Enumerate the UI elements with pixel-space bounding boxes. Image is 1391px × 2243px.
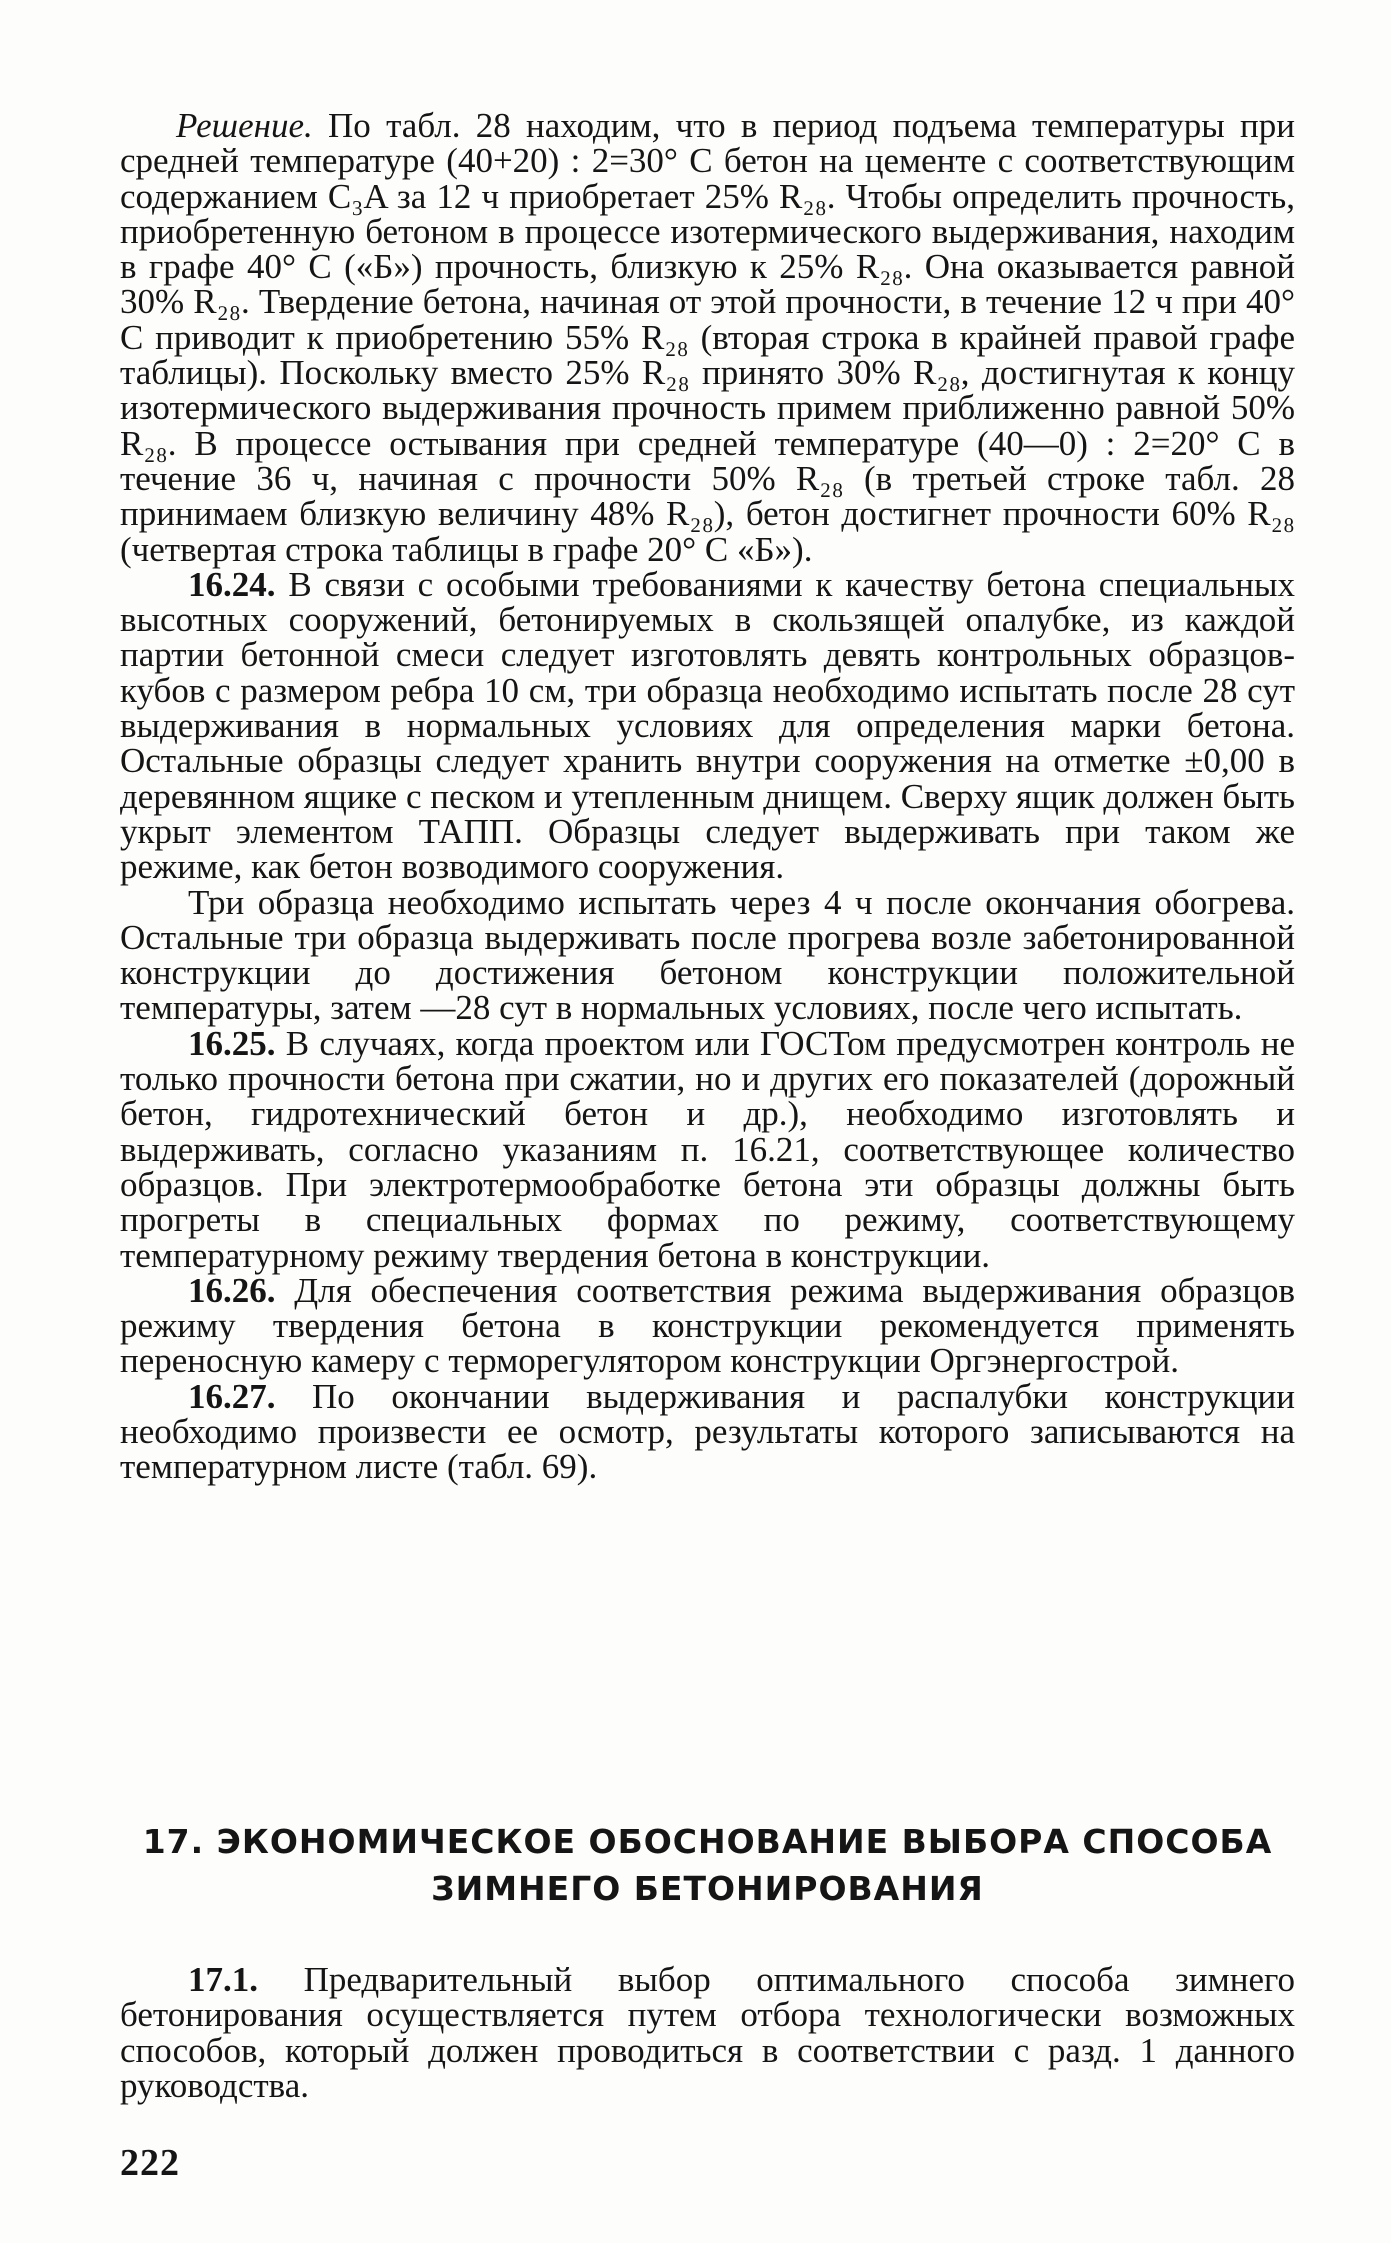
clause-text-16-24: В связи с особыми требованиями к качеству бетона специальных высотных сооружений, бетонируемых в скользящей опалубке, из каждой партии бетонной смеси следует изготовлять девять контрольных образцов-кубов с размером ребра 10 см, три образца необходимо испытать после 28 сут выдерживания в нормальных условиях для определения марки бетона. Остальные образцы следует хранить внутри сооружения на отметке ±0,00 в деревянном ящике с песком и утепленным днищем. Сверху ящик должен быть укрыт элементом ТАПП. Образцы следует выдерживать при таком же режиме, как бетон возводимого сооружения. (120, 564, 1296, 887)
paragraph-16-26 (120, 1270, 1295, 1381)
paragraph-16-24-continued (120, 882, 1295, 1028)
paragraph-16-24 (120, 564, 1296, 887)
paragraph-17-1 (120, 1962, 1295, 2103)
section-heading-line-2: ЗИМНЕГО БЕТОНИРОВАНИЯ (431, 1869, 984, 1908)
section-heading-line-1: 17. ЭКОНОМИЧЕСКОЕ ОБОСНОВАНИЕ ВЫБОРА СПОСОБА (142, 1822, 1273, 1861)
paragraph-16-25 (120, 1023, 1296, 1275)
solution-text: По табл. 28 находим, что в период подъема температуры при средней температуре (40+20) : 2=30° С бетон на цементе с соответствующим содержанием C₃A за 12 ч приобретает 25% R₂₈. Чтобы определить прочность, приобретенную бетоном в процессе изотермического выдерживания, находим в графе 40° С («Б») прочность, близкую к 25% R₂₈. Она оказывается равной 30% R₂₈. Твердение бетона, начиная от этой прочности, в течение 12 ч при 40° С приводит к приобретению 55% R₂₈ (вторая строка в крайней правой графе таблицы). Поскольку вместо 25% R₂₈ принято 30% R₂₈, достигнутая к концу изотермического выдерживания прочность примем приближенно равной 50% R₂₈. В процессе остывания при средней температуре (40—0) : 2=20° С в течение 36 ч, начиная с прочности 50% R₂₈ (в третьей строке табл. 28 принимаем близкую величину 48% R₂₈), бетон достигнет прочности 60% R₂₈ (четвертая строка таблицы в графе 20° С «Б»). (120, 106, 1296, 569)
clause-text-16-26: Для обеспечения соответствия режима выдерживания образцов режиму твердения бетона в конструкции рекомендуется применять переносную камеру с терморегулятором конструкции Оргэнергострой. (120, 1270, 1295, 1381)
paragraph-16-27 (120, 1376, 1296, 1487)
clause-text-16-25: В случаях, когда проектом или ГОСТом предусмотрен контроль не только прочности бетона при сжатии, но и других его показателей (дорожный бетон, гидротехнический бетон и др.), необходимо изготовлять и выдерживать, согласно указаниям п. 16.21, соответствующее количество образцов. При электротермообработке бетона эти образцы должны быть прогреты в специальных формах по режиму, соответствующему температурному режиму твердения бетона в конструкции. (120, 1023, 1296, 1275)
clause-number-16-24: 16.24. (188, 564, 276, 604)
main-text-column (120, 108, 1295, 1485)
paragraph-solution (120, 108, 1295, 567)
clause-text-17-1: Предварительный выбор оптимального способа зимнего бетонирования осуществляется путем отбора технологически возможных способов, который должен проводиться в соответствии с разд. 1 данного руководства. (120, 1960, 1295, 2105)
clause-text-16-27: По окончании выдерживания и распалубки конструкции необходимо произвести ее осмотр, результаты которого записываются на температурном листе (табл. 69). (120, 1376, 1296, 1487)
clause-number-16-26: 16.26. (188, 1270, 276, 1310)
clause-number-16-27: 16.27. (188, 1376, 276, 1416)
clause-number-17-1: 17.1. (188, 1960, 258, 1999)
page-number: 222 (120, 2142, 180, 2184)
section-heading (120, 1818, 1295, 1912)
clause-number-16-25: 16.25. (188, 1023, 276, 1063)
clause-text-16-24-cont: Три образца необходимо испытать через 4 ч после окончания обогрева. Остальные три образца выдерживать после прогрева возле забетонированной конструкции до достижения бетоном конструкции положительной температуры, затем —28 сут в нормальных условиях, после чего испытать. (120, 882, 1295, 1028)
solution-lead: Решение. (176, 106, 313, 145)
section-17-text (120, 1962, 1295, 2103)
